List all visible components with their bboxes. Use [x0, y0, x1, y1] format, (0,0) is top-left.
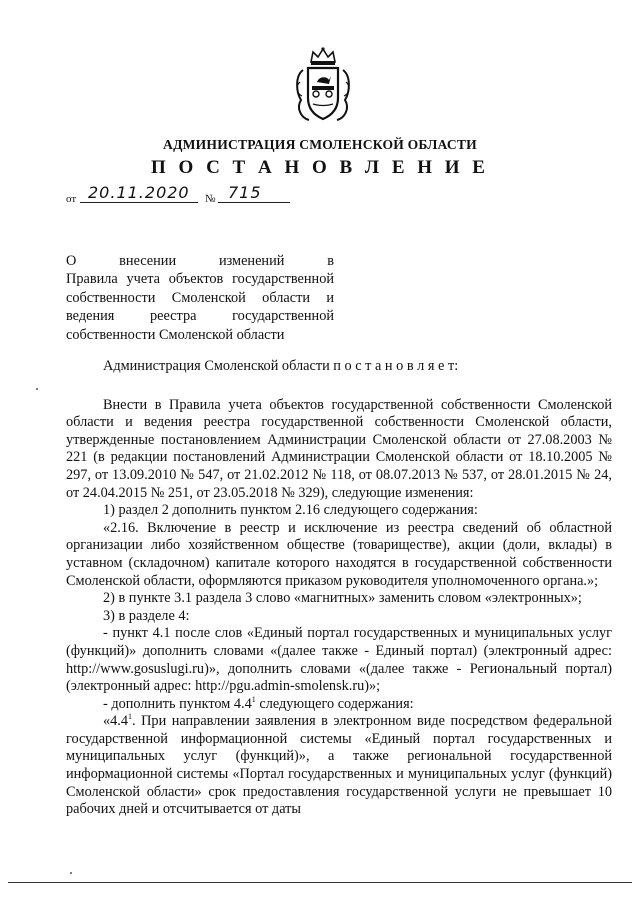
scan-speck — [36, 388, 38, 390]
paragraph-item-3: 3) в разделе 4: — [103, 607, 190, 624]
subject-line: О внесении изменений в — [66, 253, 334, 269]
superscript: 1 — [251, 694, 256, 704]
date-underline — [80, 202, 198, 203]
paragraph-add-clause — [66, 696, 612, 714]
document-subject — [66, 252, 334, 344]
text-part: - дополнить пунктом 4.4 — [103, 695, 252, 712]
paragraph-item-1: 1) раздел 2 дополнить пунктом 2.16 следующего содержания: — [103, 502, 478, 519]
document-body — [66, 358, 612, 819]
number-underline — [218, 202, 290, 203]
subject-line: ведения реестра государственной — [66, 308, 334, 325]
coat-of-arms-emblem — [293, 46, 353, 126]
subject-line: Правила учета объектов государственной — [66, 271, 334, 288]
subject-line: собственности Смоленской области и — [66, 289, 334, 306]
document-type-title: П О С Т А Н О В Л Е Н И Е — [151, 157, 489, 178]
text-part: следующего содержания: — [255, 695, 414, 712]
paragraph-clause-4-1: - пункт 4.1 после слов «Единый портал государственных и муниципальных услуг (функций)» дополнить словами «(далее также - Единый портал) (электронный адрес: http://www.gosuslugi.ru)», дополнить словами «(далее также - Региональный портал) (электронный адрес: http://pgu.admin-smolensk.ru)»; — [66, 625, 612, 695]
paragraph-clause-2-16: «2.16. Включение в реестр и исключение из реестра сведений об областной организации либо хозяйственном обществе (товариществе), акции (доли, вклады) в уставном (складочном) капитале которого находятся в государственной собственности Смоленской области, оформляются приказом руководителя уполномоченного органа.»; — [66, 519, 612, 589]
resolution-intro: Администрация Смоленской области п о с т а н о в л я е т: — [103, 358, 459, 374]
paragraph-item-2: 2) в пункте 3.1 раздела 3 слово «магнитных» заменить словом «электронных»; — [103, 590, 582, 607]
number-prefix: № — [205, 193, 216, 205]
text-part: «4.4 — [103, 713, 129, 730]
paragraph-amend-rules: Внести в Правила учета объектов государственной собственности Смоленской области и ведения реестра государственной собственности Смоленской области, утвержденные постановлением Администрации Смоленской области от 27.08.2003 № 221 (в редакции постановлений Администрации Смоленской области от 18.10.2005 № 297, от 13.09.2010 № 547, от 21.02.2012 № 118, от 08.07.2013 № 537, от 28.01.2015 № 24, от 24.04.2015 № 251, от 23.05.2018 № 329), следующие изменения: — [66, 396, 612, 501]
handwritten-date: 20.11.2020 — [88, 183, 190, 202]
date-number-line — [66, 183, 306, 207]
text-part: . При направлении заявления в электронном виде посредством федеральной государственной информационной системы «Единый портал государственных и муниципальных услуг (функций)», а также региональной государственной информационной системы «Портал государственных и муниципальных услуг (функций) Смоленской области» срок предоставления государственной услуги не превышает 10 рабочих дней и отсчитывается от даты — [66, 713, 612, 818]
subject-line: собственности Смоленской области — [66, 326, 285, 343]
superscript: 1 — [128, 712, 133, 722]
page-bottom-edge — [8, 882, 632, 883]
handwritten-number: 715 — [228, 183, 262, 202]
organization-name: АДМИНИСТРАЦИЯ СМОЛЕНСКОЙ ОБЛАСТИ — [163, 137, 477, 152]
paragraph-clause-4-4-1 — [66, 713, 612, 819]
scan-speck — [70, 872, 72, 874]
date-prefix: от — [66, 193, 77, 205]
